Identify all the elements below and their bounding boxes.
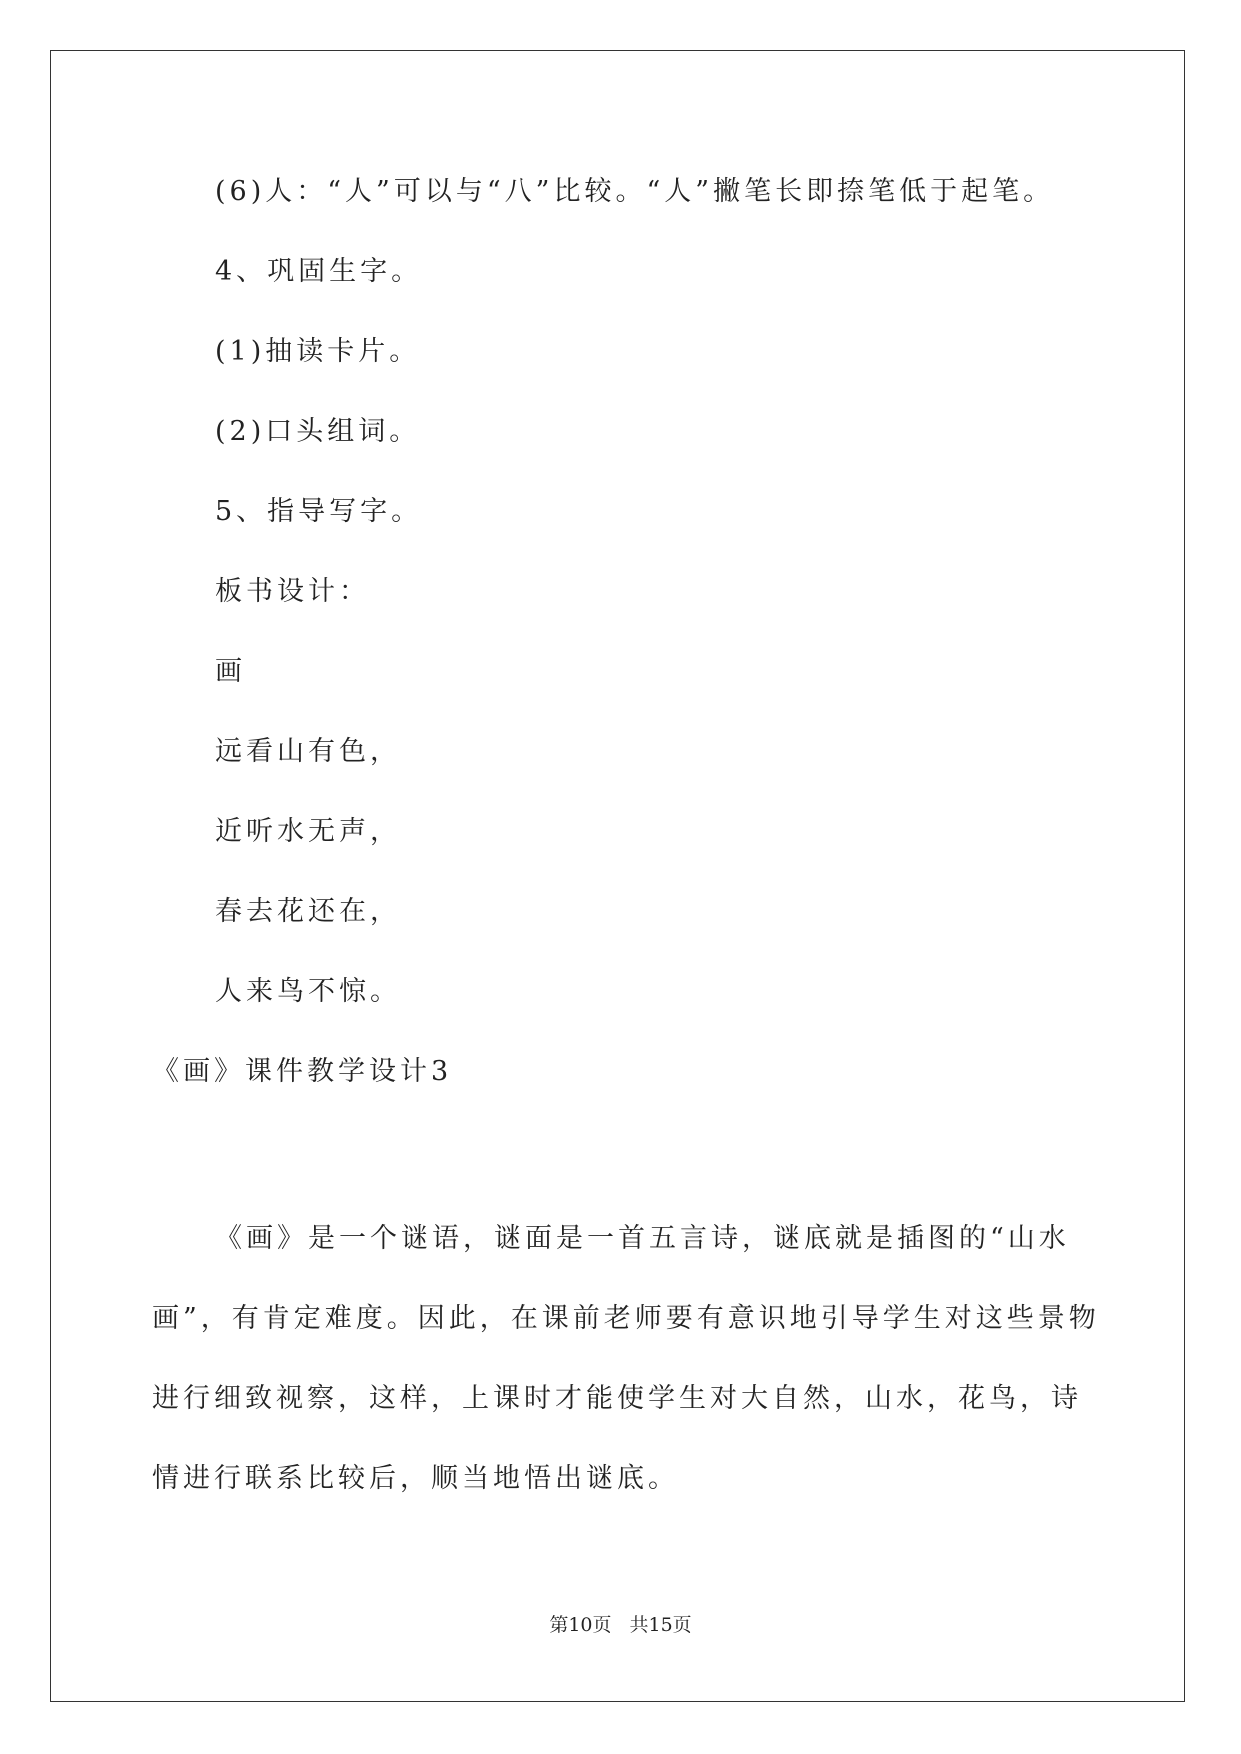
body-line-3: (1)抽读卡片。 [215,336,421,367]
paragraph-line-3: 进行细致视察，这样，上课时才能使学生对大自然，山水，花鸟，诗 [152,1383,1082,1414]
poem-line-4: 人来鸟不惊。 [215,976,401,1007]
paragraph-line-2: 画”，有肯定难度。因此，在课前老师要有意识地引导学生对这些景物 [152,1303,1100,1334]
poem-line-3: 春去花还在， [215,896,401,927]
poem-line-2: 近听水无声， [215,816,401,847]
poem-line-1: 远看山有色， [215,736,401,767]
body-line-5: 5、指导写字。 [215,496,423,527]
page-total: 共15页 [629,1614,692,1636]
body-line-2: 4、巩固生字。 [215,256,423,287]
body-line-4: (2)口头组词。 [215,416,421,447]
body-line-7: 画 [215,656,246,687]
page-border [50,50,1185,1702]
page-number: 第10页 [549,1614,612,1636]
body-line-1: (6)人：“人”可以与“八”比较。“人”撇笔长即捺笔低于起笔。 [215,176,1055,207]
section-heading: 《画》课件教学设计3 [152,1056,453,1087]
page-footer [0,1616,1241,1635]
paragraph-line-4: 情进行联系比较后，顺当地悟出谜底。 [152,1463,679,1494]
body-line-6: 板书设计： [215,576,370,607]
paragraph-line-1: 《画》是一个谜语，谜面是一首五言诗，谜底就是插图的“山水 [215,1223,1070,1254]
